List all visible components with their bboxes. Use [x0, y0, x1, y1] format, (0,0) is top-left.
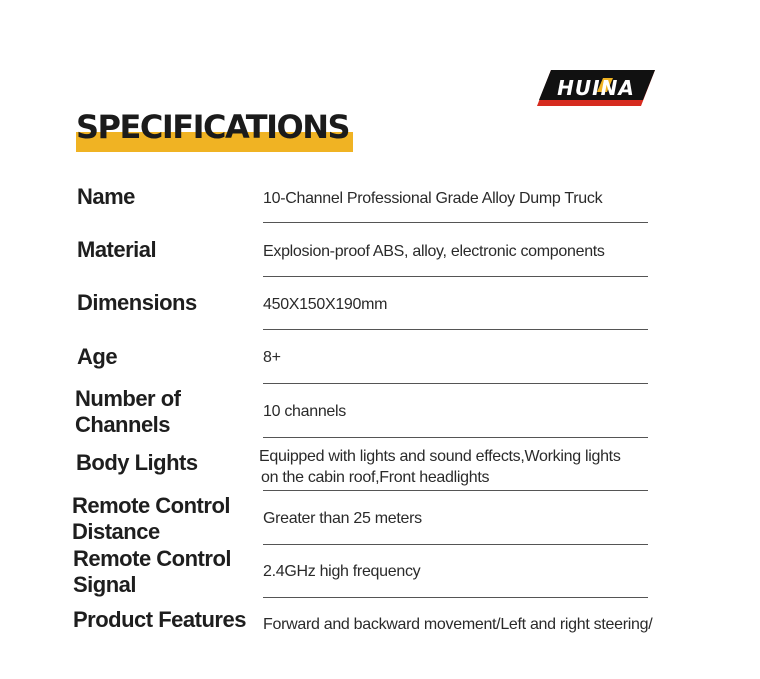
spec-value: 450X150X190mm [263, 296, 388, 313]
row-divider [263, 222, 648, 223]
spec-value: 10 channels [263, 403, 346, 420]
spec-label: Remote Control Signal [73, 546, 231, 597]
row-divider [263, 276, 648, 277]
logo-text: HUINA [557, 76, 635, 100]
spec-value: 10-Channel Professional Grade Alloy Dump Truck [263, 190, 603, 207]
spec-value: 8+ [263, 349, 281, 366]
spec-label: Dimensions [77, 290, 197, 315]
spec-label: Number of Channels [75, 386, 181, 437]
page-title: SPECIFICATIONS [76, 108, 350, 146]
spec-label: Age [77, 344, 118, 369]
row-divider [263, 383, 648, 384]
spec-value: Explosion-proof ABS, alloy, electronic components [263, 243, 605, 260]
row-divider [263, 437, 648, 438]
spec-value: 2.4GHz high frequency [263, 563, 421, 580]
spec-value-line: Equipped with lights and sound effects,Working lights [259, 448, 621, 465]
spec-value-line: on the cabin roof,Front headlights [261, 469, 490, 486]
row-divider [263, 329, 648, 330]
spec-label: Material [77, 237, 157, 262]
spec-label: Product Features [73, 607, 246, 632]
spec-value: Forward and backward movement/Left and right steering/ [263, 616, 653, 633]
spec-label: Name [77, 184, 135, 209]
spec-label: Body Lights [76, 450, 198, 475]
spec-label: Remote Control Distance [72, 493, 230, 544]
row-divider [263, 490, 648, 491]
row-divider [263, 597, 648, 598]
row-divider [263, 544, 648, 545]
spec-value: Greater than 25 meters [263, 510, 422, 527]
